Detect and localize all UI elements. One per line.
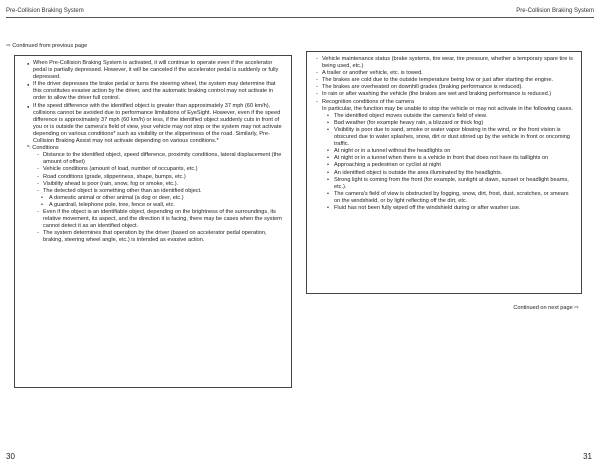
camera-case: • At night or in a tunnel when there is a vehicle in front that does not have its taillights on (314, 155, 573, 162)
condition-item: - Recognition conditions of the camera (314, 99, 573, 106)
condition-item: - The system determines that operation by the driver (based on accelerator pedal operation, braking, steering wheel angle, etc.) is intended as evasive action. (35, 230, 285, 244)
camera-case: • Visibility is poor due to sand, smoke or water vapor blowing in the wind, or the front vision is obscured due to water splashes, snow, dirt or dust stirred up by the vehicle in front or oncoming traffic. (314, 127, 573, 148)
bullet-item: ● If the driver depresses the brake pedal or turns the steering wheel, the system may determine that this constitutes evasive action by the driver, and the automatic braking control may not activate in order to allow the driver full control. (27, 81, 285, 102)
caution-box (14, 55, 292, 388)
continued-on-next-page: Continued on next page ⇨ (513, 305, 579, 311)
conditions-title: *: Conditions (27, 145, 59, 152)
object-example: • A guardrail, telephone pole, tree, fence or wall, etc. (35, 202, 285, 209)
camera-case: • Bad weather (for example heavy rain, a blizzard or thick fog) (314, 120, 573, 127)
condition-item: - In rain or after washing the vehicle (the brakes are wet and braking performance is reduced.) (314, 91, 573, 98)
camera-case: • Strong light is coming from the front (for example, sunlight at dawn, sunset or headlight beams, etc.). (314, 177, 573, 191)
page-number: 31 (583, 452, 592, 461)
condition-item: - The brakes are cold due to the outside temperature being low or just after starting the engine. (314, 77, 573, 84)
condition-item: - Road conditions (grade, slipperiness, shape, bumps, etc.) (35, 174, 285, 181)
right-page (300, 0, 600, 471)
camera-case: • Approaching a pedestrian or cyclist at night (314, 162, 573, 169)
page-header: Pre-Collision Braking System (6, 8, 84, 14)
condition-item: - The brakes are overheated on downhill grades (braking performance is reduced). (314, 84, 573, 91)
bullet-item: ● When Pre-Collision Braking System is activated, it will continue to operate even if the accelerator pedal is partially depressed. However, it will be canceled if the accelerator pedal is suddenly or fully depressed. (27, 60, 285, 81)
camera-case: • Fluid has not been fully wiped off the windshield during or after washer use. (314, 205, 573, 212)
camera-case: • The identified object moves outside the camera's field of view. (314, 113, 573, 120)
header-rule (300, 17, 594, 18)
camera-case: • The camera's field of view is obstructed by fogging, snow, dirt, frost, dust, scratches, or smears on the windshield, or by light reflecting off the dirt, etc. (314, 191, 573, 205)
condition-item: - Distance to the identified object, speed difference, proximity conditions, lateral displacement (the amount of offset) (35, 152, 285, 166)
condition-item: - Vehicle maintenance status (brake systems, tire wear, tire pressure, whether a temporary spare tire is being used, etc.) (314, 56, 573, 70)
bullet-item: ● If the speed difference with the identified object is greater than approximately 37 mph (60 km/h), collisions cannot be avoided due to performance limitations of EyeSight. However, even if the speed difference is approximately 37 mph (60 km/h) or less, if the identified object suddenly cuts in front of you or is outside the camera's field of view, your vehicle may not stop or the system may not activate depending on various conditions* such as visibility or the slipperiness of the road. Similarly, Pre-Collision Braking Assist may not activate depending on various conditions.* (27, 103, 285, 146)
object-example: • A domestic animal or other animal (a dog or deer, etc.) (35, 195, 285, 202)
condition-item: - Visibility ahead is poor (rain, snow, fog or smoke, etc.). (35, 181, 285, 188)
page-number: 30 (6, 452, 15, 461)
condition-item: - A trailer or another vehicle, etc. is towed. (314, 70, 573, 77)
continued-from-previous: ⇨ Continued from previous page (6, 43, 88, 49)
camera-intro: In particular, the function may be unable to stop the vehicle or may not activate in the following cases. (322, 105, 573, 112)
condition-item: - The detected object is something other than an identified object. (35, 188, 285, 195)
header-rule (6, 17, 300, 18)
condition-item: - Vehicle conditions (amount of load, number of occupants, etc.) (35, 166, 285, 173)
camera-case: • At night or in a tunnel without the headlights on (314, 148, 573, 155)
page-header: Pre-Collision Braking System (516, 8, 594, 14)
camera-case: • An identified object is outside the area illuminated by the headlights. (314, 170, 573, 177)
caution-box-continued (306, 51, 582, 294)
condition-item: - Even if the object is an identifiable object, depending on the brightness of the surroundings, its relative movement, its aspect, and the direction it is facing, there may be cases when the system cannot detect it as an identified object. (35, 209, 285, 230)
